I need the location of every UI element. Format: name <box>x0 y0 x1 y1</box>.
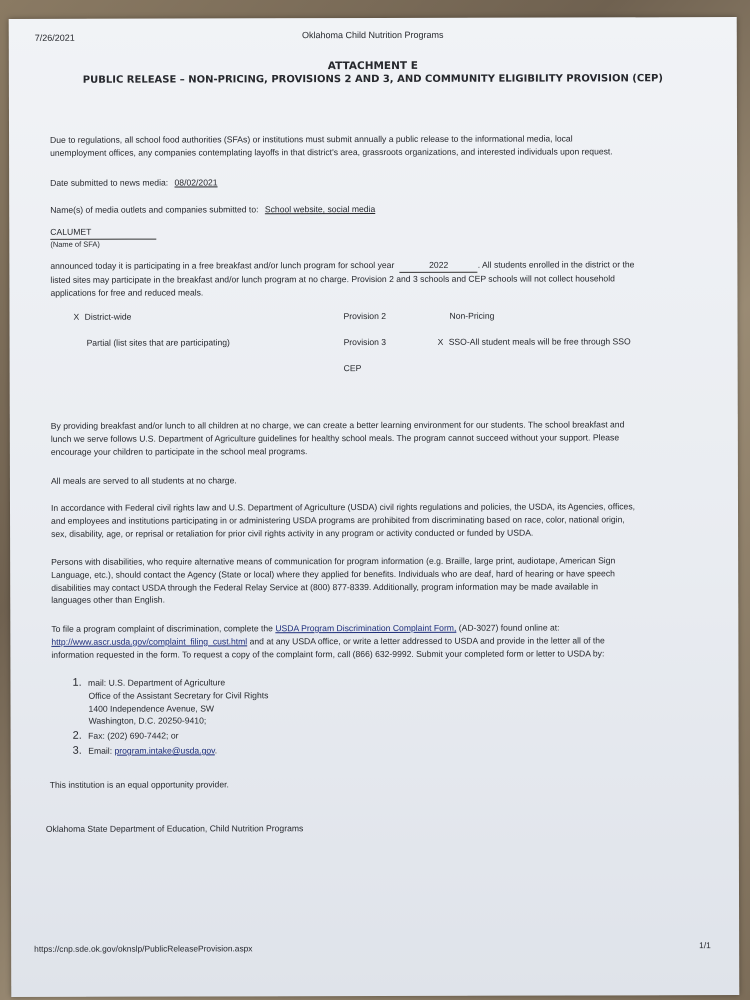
paragraph-line: Language, etc.), should contact the Agency (State or local) where they applied for benefits. Individuals who are deaf, hard of hearing or have speech <box>51 568 615 580</box>
environment-paragraph <box>51 418 625 458</box>
announce-line: applications for free and reduced meals. <box>50 287 204 298</box>
sfa-name-block <box>50 226 156 249</box>
footer-organization: Oklahoma State Department of Education, Child Nutrition Programs <box>45 823 304 834</box>
sfa-caption: (Name of SFA) <box>50 239 100 249</box>
intro-line: unemployment offices, any companies contemplating layoffs in that district's area, grassroots organizations, and interested individuals upon request. <box>50 146 613 158</box>
list-email-end: . <box>214 745 218 756</box>
paragraph-line: and employees and institutions participating in or administering USDA programs are prohibited from discriminating based on race, color, national origin, <box>51 514 625 526</box>
date-submitted <box>50 176 217 189</box>
complaint-form-link[interactable]: USDA Program Discrimination Complaint Form, <box>275 622 457 634</box>
option-provision-2: Provision 2 <box>343 310 387 322</box>
complaint-paragraph <box>51 621 605 661</box>
paragraph-line: encourage your children to participate in the school meal programs. <box>50 445 308 457</box>
complaint-text: To file a program complaint of discrimination, complete the <box>51 623 273 634</box>
option-cep: CEP <box>343 363 362 374</box>
complaint-text: (AD-3027) found online at: <box>458 622 560 633</box>
complaint-url-link[interactable]: http://www.ascr.usda.gov/complaint_filing_cust.html <box>51 636 248 647</box>
sfa-name: CALUMET <box>50 226 156 240</box>
option-district-wide <box>73 311 131 324</box>
checkmark-x: X <box>437 336 444 347</box>
civil-rights-paragraph <box>51 500 635 540</box>
school-year: 2022 <box>400 259 478 273</box>
announcement-paragraph <box>50 258 634 299</box>
list-email-label: Email: <box>88 745 113 756</box>
attachment-heading: ATTACHMENT E <box>327 59 418 73</box>
document-page <box>9 17 740 997</box>
list-number: 3. <box>72 744 82 757</box>
list-number: 2. <box>72 729 82 742</box>
list-number: 1. <box>72 676 82 689</box>
media-outlets-label: Name(s) of media outlets and companies submitted to: <box>50 204 259 215</box>
list-fax: Fax: (202) 690-7442; or <box>88 730 179 741</box>
option-label: District-wide <box>84 311 132 322</box>
paragraph-line: languages other than English. <box>51 594 165 606</box>
intro-paragraph <box>50 132 613 159</box>
page-number: 1/1 <box>699 940 711 951</box>
list-city: Washington, D.C. 20250-9410; <box>88 715 207 727</box>
email-link[interactable]: program.intake@usda.gov <box>114 745 215 756</box>
option-label: SSO-All student meals will be free through SSO <box>448 336 631 347</box>
list-street: 1400 Independence Avenue, SW <box>88 703 215 714</box>
list-office: Office of the Assistant Secretary for Civil Rights <box>88 690 269 701</box>
disabilities-paragraph <box>51 554 615 607</box>
media-outlets-value: School website, social media <box>264 203 376 215</box>
date-submitted-label: Date submitted to news media: <box>50 177 169 188</box>
announce-suffix: . All students enrolled in the district or the <box>477 259 635 270</box>
complaint-text: and at any USDA office, or write a letter addressed to USDA and provide in the letter all of the <box>249 635 605 647</box>
complaint-text: information requested in the form. To request a copy of the complaint form, call (866) 632-9992. Submit your completed form or letter to USDA by: <box>51 647 605 660</box>
list-mail: mail: U.S. Department of Agriculture <box>88 677 226 688</box>
announce-line: listed sites may participate in the breakfast and/or lunch program at no charge. Provision 2 and 3 schools and CEP schools will not collect household <box>50 273 615 285</box>
paragraph-line: Persons with disabilities, who require alternative means of communication for program information (e.g. Braille, large print, audiotape, American Sign <box>51 555 616 567</box>
option-non-pricing: Non-Pricing <box>449 310 495 321</box>
intro-line: Due to regulations, all school food authorities (SFAs) or institutions must submit annually a public release to the informational media, local <box>50 133 573 145</box>
paragraph-line: disabilities may contact USDA through the Federal Relay Service at (800) 877-8339. Additionally, program information may be made available in <box>51 581 599 593</box>
paragraph-line: sex, disability, age, or reprisal or retaliation for prior civil rights activity in any program or activity conducted or funded by USDA. <box>51 527 534 539</box>
option-provision-3: Provision 3 <box>343 336 387 348</box>
equal-opportunity: This institution is an equal opportunity provider. <box>49 779 229 790</box>
announce-prefix: announced today it is participating in a free breakfast and/or lunch program for school year <box>50 259 395 271</box>
submission-list <box>72 676 268 757</box>
paragraph-line: lunch we serve follows U.S. Department of Agriculture guidelines for healthy school meals. The program cannot succeed without your support. Please <box>50 432 620 444</box>
media-outlets <box>50 203 375 217</box>
paragraph-line: By providing breakfast and/or lunch to all children at no charge, we can create a better learning environment for our students. The school breakfast and <box>50 419 625 431</box>
paragraph-line: In accordance with Federal civil rights law and U.S. Department of Agriculture (USDA) civil rights regulations and policies, the USDA, its Agencies, offices, <box>50 501 636 513</box>
footer-url: https://cnp.sde.ok.gov/oknslp/PublicReleaseProvision.aspx <box>34 943 253 954</box>
option-sso <box>438 335 631 348</box>
print-date: 7/26/2021 <box>34 32 75 43</box>
checkmark-x: X <box>73 311 80 322</box>
page-title: PUBLIC RELEASE – NON-PRICING, PROVISIONS 2 AND 3, AND COMMUNITY ELIGIBILITY PROVISION (CEP) <box>82 73 663 86</box>
site-header: Oklahoma Child Nutrition Programs <box>301 29 444 41</box>
date-submitted-value: 08/02/2021 <box>174 177 218 188</box>
option-partial: Partial (list sites that are participating) <box>86 337 230 348</box>
free-meals-statement: All meals are served to all students at no charge. <box>50 475 237 486</box>
